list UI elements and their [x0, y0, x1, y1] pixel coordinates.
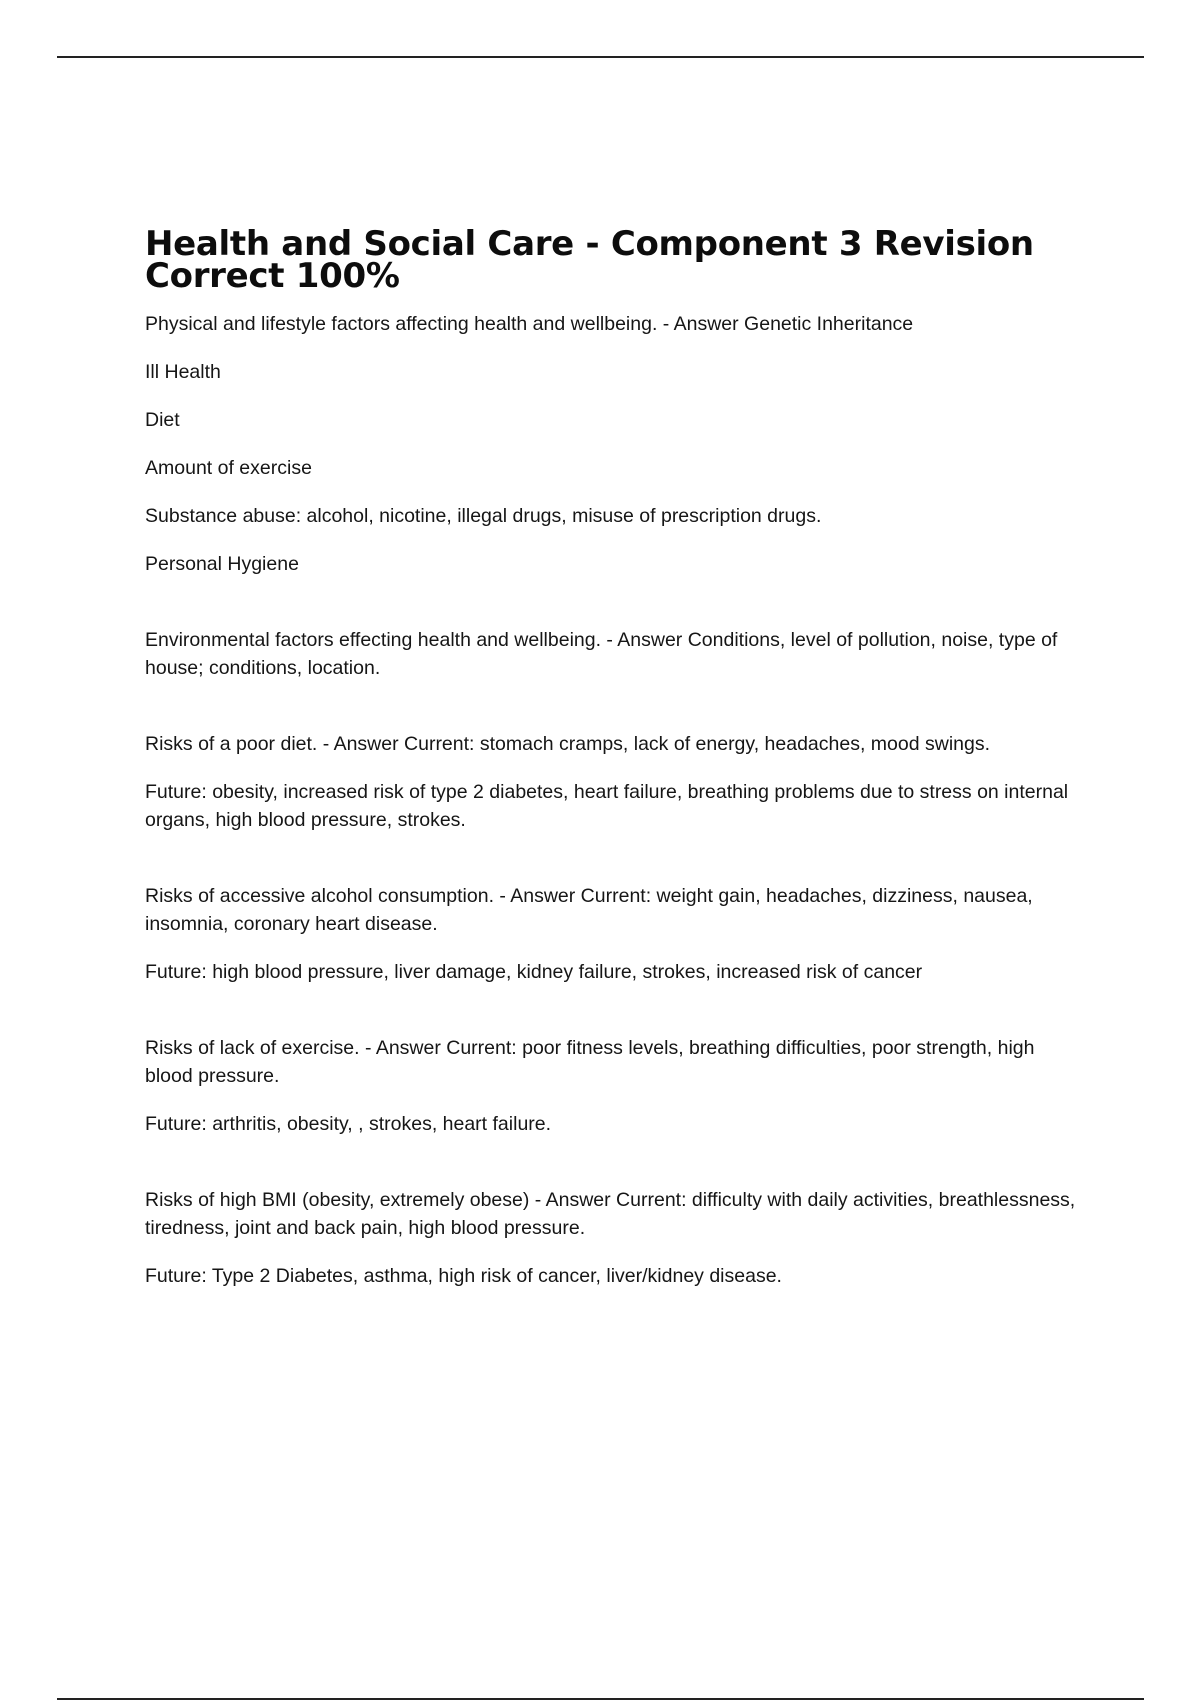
- qa-block: [145, 310, 1085, 578]
- qa-answer-line: Future: Type 2 Diabetes, asthma, high risk of cancer, liver/kidney disease.: [145, 1265, 782, 1287]
- block-spacer: [145, 682, 1085, 730]
- qa-list: [145, 310, 1085, 1290]
- block-spacer: [145, 1138, 1085, 1186]
- page-top-rule: [57, 56, 1144, 58]
- document-title: Health and Social Care - Component 3 Revision Correct 100%: [145, 224, 1034, 296]
- block-spacer: [145, 986, 1085, 1034]
- qa-answer-line: Amount of exercise: [145, 457, 312, 479]
- qa-answer-line: Future: arthritis, obesity, , strokes, heart failure.: [145, 1113, 552, 1135]
- qa-question-answer: Risks of accessive alcohol consumption. - Answer Current: weight gain, headaches, dizziness, nausea, insomnia, coronary heart disease.: [145, 885, 1033, 935]
- qa-answer-line: Future: high blood pressure, liver damage, kidney failure, strokes, increased risk of cancer: [145, 961, 923, 983]
- block-spacer: [145, 834, 1085, 882]
- qa-block: [145, 882, 1085, 986]
- document-body: [145, 224, 1085, 1290]
- qa-question-answer: Environmental factors effecting health and wellbeing. - Answer Conditions, level of pollution, noise, type of house; conditions, location.: [145, 629, 1058, 679]
- qa-block: [145, 1034, 1085, 1138]
- qa-block: [145, 626, 1085, 682]
- qa-answer-line: Ill Health: [145, 361, 221, 383]
- qa-block: [145, 730, 1085, 834]
- qa-block: [145, 1186, 1085, 1290]
- qa-question-answer: Physical and lifestyle factors affecting health and wellbeing. - Answer Genetic Inheritance: [145, 313, 914, 335]
- qa-answer-line: Personal Hygiene: [145, 553, 299, 575]
- qa-question-answer: Risks of lack of exercise. - Answer Current: poor fitness levels, breathing difficulties, poor strength, high blood pressure.: [145, 1037, 1035, 1087]
- qa-answer-line: Future: obesity, increased risk of type 2 diabetes, heart failure, breathing problems due to stress on internal organs, high blood pressure, strokes.: [145, 781, 1069, 831]
- qa-answer-line: Substance abuse: alcohol, nicotine, illegal drugs, misuse of prescription drugs.: [145, 505, 822, 527]
- qa-question-answer: Risks of high BMI (obesity, extremely obese) - Answer Current: difficulty with daily activities, breathlessness, tiredness, joint and back pain, high blood pressure.: [145, 1189, 1076, 1239]
- block-spacer: [145, 578, 1085, 626]
- qa-question-answer: Risks of a poor diet. - Answer Current: stomach cramps, lack of energy, headaches, mood swings.: [145, 733, 991, 755]
- qa-answer-line: Diet: [145, 409, 180, 431]
